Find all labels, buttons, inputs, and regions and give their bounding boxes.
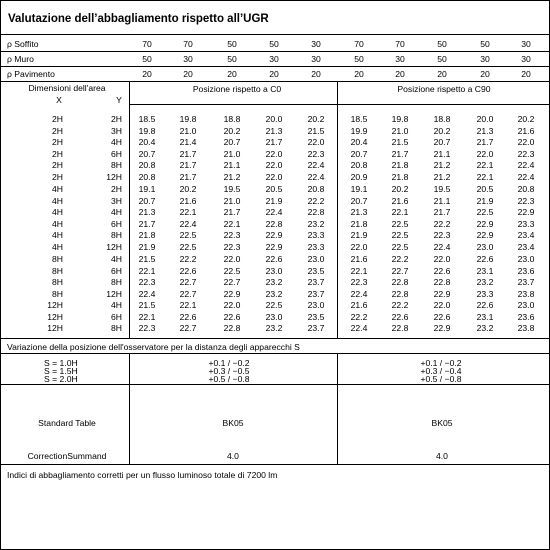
ugr-value-c90: 21.6 — [517, 126, 535, 136]
standard-table-c0: BK05 — [222, 418, 244, 428]
ugr-value-c0: 22.8 — [307, 207, 325, 217]
reflectance-row-divider — [1, 51, 550, 52]
ugr-value-c90: 21.3 — [476, 126, 494, 136]
dimension-x: 2H — [52, 160, 63, 170]
ugr-value-c0: 21.3 — [138, 207, 156, 217]
dimension-y: 6H — [111, 149, 122, 159]
ugr-value-c90: 21.1 — [433, 149, 451, 159]
ugr-value-c0: 22.5 — [179, 230, 197, 240]
c0-c90-divider — [337, 81, 338, 338]
ugr-value-c90: 21.5 — [391, 137, 409, 147]
reflectance-value: 50 — [227, 39, 237, 49]
dimension-x: 2H — [52, 137, 63, 147]
ugr-value-c0: 19.1 — [138, 184, 156, 194]
correction-c90: 4.0 — [436, 451, 448, 461]
correction-label: CorrectionSummand — [27, 451, 107, 461]
reflectance-value: 30 — [311, 39, 321, 49]
ugr-value-c90: 23.8 — [517, 323, 535, 333]
dimension-x: 4H — [52, 207, 63, 217]
matrix-bottom-divider — [1, 338, 550, 339]
ugr-value-c0: 23.0 — [265, 312, 283, 322]
dimension-y: 4H — [111, 137, 122, 147]
reflectance-value: 20 — [269, 69, 279, 79]
reflectance-value: 50 — [227, 54, 237, 64]
ugr-value-c0: 22.5 — [179, 242, 197, 252]
reflectance-row-divider — [1, 66, 550, 67]
dimension-x: 8H — [52, 254, 63, 264]
ugr-value-c90: 22.3 — [517, 196, 535, 206]
ugr-value-c0: 20.2 — [223, 126, 241, 136]
ugr-value-c90: 22.9 — [433, 323, 451, 333]
ugr-value-c90: 20.7 — [350, 149, 368, 159]
ugr-value-c90: 22.0 — [476, 149, 494, 159]
ugr-value-c0: 22.4 — [307, 172, 325, 182]
ugr-value-c90: 21.9 — [476, 196, 494, 206]
ugr-value-c90: 23.1 — [476, 312, 494, 322]
dimension-x: 8H — [52, 266, 63, 276]
reflectance-value: 50 — [437, 54, 447, 64]
ugr-value-c0: 22.7 — [179, 323, 197, 333]
ugr-value-c0: 23.7 — [307, 323, 325, 333]
ugr-value-c0: 20.5 — [265, 184, 283, 194]
ugr-value-c90: 22.1 — [476, 160, 494, 170]
page-title: Valutazione dell’abbagliamento rispetto all’UGR — [8, 13, 269, 25]
standard-table-c90: BK05 — [431, 418, 453, 428]
ugr-value-c0: 23.0 — [307, 300, 325, 310]
ugr-value-c90: 22.1 — [476, 172, 494, 182]
ugr-value-c90: 21.3 — [350, 207, 368, 217]
ugr-value-c0: 22.0 — [223, 300, 241, 310]
ugr-value-c90: 22.3 — [517, 149, 535, 159]
ugr-value-c0: 22.1 — [179, 207, 197, 217]
reflectance-value: 70 — [183, 39, 193, 49]
ugr-value-c0: 20.4 — [138, 137, 156, 147]
ugr-value-c90: 19.9 — [350, 126, 368, 136]
dimension-x: 8H — [52, 289, 63, 299]
ugr-value-c0: 21.7 — [179, 160, 197, 170]
ugr-value-c0: 22.7 — [179, 289, 197, 299]
variation-mid-divider — [337, 353, 338, 464]
ugr-value-c90: 21.7 — [391, 149, 409, 159]
dimension-x: 12H — [47, 312, 63, 322]
variation-c0: +0.1 / −0.2 — [208, 358, 250, 368]
reflectance-value: 20 — [395, 69, 405, 79]
ugr-value-c0: 21.5 — [138, 254, 156, 264]
dimension-y: 2H — [111, 184, 122, 194]
ugr-value-c90: 22.6 — [391, 312, 409, 322]
reflectance-label: ρ Soffito — [7, 39, 39, 49]
ugr-value-c90: 22.4 — [517, 172, 535, 182]
ugr-value-c0: 19.8 — [138, 126, 156, 136]
ugr-value-c90: 22.1 — [350, 266, 368, 276]
reflectance-value: 50 — [480, 39, 490, 49]
ugr-value-c0: 18.5 — [138, 114, 156, 124]
reflectance-value: 70 — [395, 39, 405, 49]
dimension-header: Dimensioni dell'area — [28, 83, 106, 93]
ugr-value-c0: 22.4 — [307, 160, 325, 170]
ugr-value-c90: 21.8 — [350, 219, 368, 229]
dimension-x: 4H — [52, 230, 63, 240]
dimension-y: 6H — [111, 312, 122, 322]
ugr-value-c0: 21.8 — [138, 230, 156, 240]
ugr-value-c90: 22.1 — [391, 207, 409, 217]
ugr-value-c90: 23.3 — [517, 219, 535, 229]
ugr-value-c0: 21.0 — [223, 149, 241, 159]
x-header: X — [56, 95, 62, 105]
dimension-x: 12H — [47, 300, 63, 310]
ugr-value-c90: 22.5 — [391, 230, 409, 240]
reflectance-value: 30 — [521, 39, 531, 49]
ugr-value-c90: 23.2 — [476, 323, 494, 333]
ugr-value-c90: 22.6 — [476, 254, 494, 264]
ugr-value-c0: 22.6 — [179, 312, 197, 322]
ugr-value-c90: 21.9 — [350, 230, 368, 240]
ugr-value-c0: 22.7 — [179, 277, 197, 287]
ugr-value-c90: 22.6 — [433, 312, 451, 322]
ugr-value-c0: 21.9 — [265, 196, 283, 206]
ugr-value-c90: 20.8 — [517, 184, 535, 194]
ugr-value-c90: 22.2 — [391, 254, 409, 264]
ugr-value-c90: 20.2 — [433, 126, 451, 136]
reflectance-value: 70 — [354, 39, 364, 49]
ugr-value-c0: 22.6 — [265, 254, 283, 264]
ugr-value-c0: 18.8 — [223, 114, 241, 124]
ugr-value-c90: 21.2 — [433, 160, 451, 170]
spacing-label: S = 1.0H — [44, 358, 78, 368]
ugr-value-c90: 23.3 — [476, 289, 494, 299]
ugr-value-c90: 22.4 — [433, 242, 451, 252]
ugr-value-c0: 21.5 — [307, 126, 325, 136]
dimension-y: 4H — [111, 254, 122, 264]
ugr-value-c90: 22.8 — [391, 323, 409, 333]
variation-left-divider — [129, 353, 130, 464]
ugr-value-c0: 21.7 — [179, 172, 197, 182]
spacing-label: S = 2.0H — [44, 374, 78, 384]
ugr-value-c0: 20.2 — [307, 114, 325, 124]
reflectance-value: 20 — [311, 69, 321, 79]
ugr-value-c90: 21.1 — [433, 196, 451, 206]
dimension-y: 6H — [111, 266, 122, 276]
ugr-value-c90: 20.7 — [350, 196, 368, 206]
dimension-y: 3H — [111, 196, 122, 206]
ugr-value-c0: 20.2 — [179, 184, 197, 194]
ugr-value-c0: 21.5 — [138, 300, 156, 310]
ugr-value-c90: 22.9 — [517, 207, 535, 217]
ugr-value-c0: 21.7 — [179, 149, 197, 159]
ugr-value-c90: 22.6 — [476, 300, 494, 310]
dimension-y: 8H — [111, 160, 122, 170]
dimension-x: 4H — [52, 242, 63, 252]
ugr-value-c0: 22.3 — [138, 323, 156, 333]
header-divider — [129, 104, 550, 105]
ugr-value-c0: 20.7 — [138, 196, 156, 206]
ugr-value-c0: 21.2 — [223, 172, 241, 182]
reflectance-value: 20 — [354, 69, 364, 79]
ugr-value-c90: 22.9 — [433, 289, 451, 299]
ugr-value-c90: 22.6 — [433, 266, 451, 276]
dimension-x: 2H — [52, 149, 63, 159]
ugr-value-c90: 22.8 — [391, 289, 409, 299]
ugr-value-c90: 22.3 — [433, 230, 451, 240]
dimension-x: 4H — [52, 219, 63, 229]
ugr-value-c0: 21.9 — [138, 242, 156, 252]
ugr-value-c0: 22.5 — [223, 266, 241, 276]
dimension-x: 4H — [52, 196, 63, 206]
dimension-y: 2H — [111, 114, 122, 124]
ugr-value-c0: 23.2 — [265, 323, 283, 333]
ugr-value-c0: 23.5 — [307, 266, 325, 276]
ugr-value-c0: 22.4 — [265, 207, 283, 217]
dimension-y: 8H — [111, 277, 122, 287]
dimension-y: 8H — [111, 230, 122, 240]
dimension-y: 3H — [111, 126, 122, 136]
variation-c0: +0.3 / −0.5 — [208, 366, 250, 376]
spacing-label: S = 1.5H — [44, 366, 78, 376]
ugr-value-c90: 22.4 — [350, 289, 368, 299]
ugr-value-c90: 23.8 — [517, 289, 535, 299]
reflectance-value: 50 — [437, 39, 447, 49]
ugr-value-c90: 23.1 — [476, 266, 494, 276]
ugr-value-c0: 22.5 — [265, 300, 283, 310]
ugr-value-c90: 22.4 — [517, 160, 535, 170]
ugr-value-c90: 20.7 — [433, 137, 451, 147]
ugr-value-c0: 23.7 — [307, 289, 325, 299]
ugr-value-c0: 22.3 — [223, 230, 241, 240]
ugr-value-c90: 21.0 — [391, 126, 409, 136]
ugr-value-c90: 20.9 — [350, 172, 368, 182]
variation-caption-divider — [1, 353, 550, 354]
ugr-value-c90: 20.8 — [350, 160, 368, 170]
ugr-value-c0: 22.0 — [265, 149, 283, 159]
reflectance-value: 50 — [354, 54, 364, 64]
ugr-value-c0: 22.8 — [265, 219, 283, 229]
reflectance-value: 20 — [183, 69, 193, 79]
ugr-value-c90: 20.2 — [517, 114, 535, 124]
dimension-x: 2H — [52, 172, 63, 182]
ugr-value-c90: 23.0 — [517, 300, 535, 310]
ugr-value-c0: 23.7 — [307, 277, 325, 287]
dimension-y: 8H — [111, 323, 122, 333]
ugr-value-c0: 21.7 — [138, 219, 156, 229]
ugr-value-c0: 22.6 — [179, 266, 197, 276]
ugr-value-c90: 19.5 — [433, 184, 451, 194]
reflectance-value: 20 — [480, 69, 490, 79]
ugr-value-c90: 23.0 — [517, 254, 535, 264]
ugr-value-c0: 22.9 — [265, 242, 283, 252]
ugr-value-c0: 23.2 — [307, 219, 325, 229]
footnote: Indici di abbagliamento corretti per un flusso luminoso totale di 7200 lm — [7, 470, 278, 480]
ugr-value-c0: 22.3 — [138, 277, 156, 287]
ugr-value-c90: 22.0 — [433, 254, 451, 264]
ugr-value-c90: 22.5 — [391, 242, 409, 252]
variation-caption: Variazione della posizione dell'osservatore per la distanza degli apparecchi S — [7, 342, 300, 352]
ugr-value-c90: 23.7 — [517, 277, 535, 287]
ugr-value-c0: 22.9 — [223, 289, 241, 299]
ugr-value-c0: 23.5 — [307, 312, 325, 322]
reflectance-value: 30 — [521, 54, 531, 64]
title-divider — [1, 34, 550, 35]
ugr-value-c0: 22.1 — [138, 266, 156, 276]
ugr-value-c90: 22.9 — [476, 230, 494, 240]
reflectance-value: 70 — [142, 39, 152, 49]
ugr-value-c0: 21.4 — [179, 137, 197, 147]
reflectance-value: 20 — [521, 69, 531, 79]
ugr-value-c90: 21.7 — [433, 207, 451, 217]
variation-c90: +0.5 / −0.8 — [420, 374, 462, 384]
ugr-value-c0: 23.0 — [265, 266, 283, 276]
c90-header: Posizione rispetto a C90 — [397, 84, 491, 94]
ugr-value-c90: 21.8 — [391, 160, 409, 170]
reflectance-row-divider — [1, 81, 550, 82]
ugr-value-c0: 21.7 — [223, 207, 241, 217]
ugr-value-c90: 23.4 — [517, 230, 535, 240]
ugr-value-c0: 23.2 — [265, 277, 283, 287]
dimension-x: 2H — [52, 126, 63, 136]
ugr-value-c90: 23.0 — [476, 242, 494, 252]
ugr-value-c0: 22.3 — [223, 242, 241, 252]
ugr-value-c90: 23.6 — [517, 266, 535, 276]
ugr-value-c90: 18.8 — [433, 114, 451, 124]
ugr-value-c90: 21.8 — [391, 172, 409, 182]
reflectance-value: 30 — [183, 54, 193, 64]
ugr-value-c0: 22.4 — [138, 289, 156, 299]
ugr-value-c0: 22.0 — [265, 160, 283, 170]
ugr-value-c90: 22.2 — [433, 219, 451, 229]
reflectance-value: 30 — [269, 54, 279, 64]
dimension-y: 12H — [106, 172, 122, 182]
ugr-value-c90: 22.7 — [391, 266, 409, 276]
c0-header: Posizione rispetto a C0 — [192, 84, 282, 94]
ugr-value-c90: 22.0 — [517, 137, 535, 147]
ugr-value-c90: 21.2 — [433, 172, 451, 182]
ugr-value-c90: 19.1 — [350, 184, 368, 194]
dimension-x: 12H — [47, 323, 63, 333]
ugr-value-c90: 20.2 — [391, 184, 409, 194]
ugr-value-c0: 19.5 — [223, 184, 241, 194]
ugr-value-c0: 22.0 — [223, 254, 241, 264]
ugr-value-c90: 22.5 — [476, 207, 494, 217]
ugr-value-c0: 22.7 — [223, 277, 241, 287]
dimension-x: 4H — [52, 184, 63, 194]
reflectance-value: 30 — [311, 54, 321, 64]
standard-table-label: Standard Table — [38, 418, 96, 428]
ugr-value-c90: 22.0 — [433, 300, 451, 310]
reflectance-label: ρ Pavimento — [7, 69, 55, 79]
ugr-value-c90: 22.5 — [391, 219, 409, 229]
ugr-value-c90: 21.6 — [350, 300, 368, 310]
ugr-value-c0: 20.8 — [307, 184, 325, 194]
ugr-value-c90: 22.8 — [391, 277, 409, 287]
ugr-value-c0: 22.8 — [223, 323, 241, 333]
reflectance-value: 20 — [437, 69, 447, 79]
ugr-value-c0: 21.0 — [223, 196, 241, 206]
ugr-value-c0: 23.3 — [307, 230, 325, 240]
variation-c90: +0.1 / −0.2 — [420, 358, 462, 368]
ugr-value-c0: 19.8 — [179, 114, 197, 124]
ugr-value-c0: 22.2 — [307, 196, 325, 206]
ugr-value-c90: 22.4 — [350, 323, 368, 333]
ugr-value-c0: 21.6 — [179, 196, 197, 206]
ugr-value-c90: 22.3 — [350, 277, 368, 287]
ugr-value-c90: 19.8 — [391, 114, 409, 124]
ugr-value-c90: 18.5 — [350, 114, 368, 124]
ugr-value-c0: 22.4 — [179, 219, 197, 229]
ugr-value-c0: 22.1 — [223, 219, 241, 229]
dimension-y: 12H — [106, 242, 122, 252]
ugr-value-c0: 22.1 — [138, 312, 156, 322]
ugr-value-c90: 23.6 — [517, 312, 535, 322]
ugr-value-c0: 22.0 — [265, 172, 283, 182]
ugr-value-c0: 22.6 — [223, 312, 241, 322]
ugr-value-c0: 23.2 — [265, 289, 283, 299]
ugr-value-c0: 21.3 — [265, 126, 283, 136]
left-column-divider — [129, 81, 130, 338]
ugr-value-c0: 21.0 — [179, 126, 197, 136]
ugr-value-c0: 22.0 — [307, 137, 325, 147]
ugr-value-c0: 22.2 — [179, 254, 197, 264]
dimension-y: 12H — [106, 289, 122, 299]
ugr-value-c90: 21.6 — [391, 196, 409, 206]
dimension-y: 4H — [111, 207, 122, 217]
ugr-value-c0: 21.1 — [223, 160, 241, 170]
ugr-value-c90: 22.0 — [350, 242, 368, 252]
ugr-value-c0: 20.8 — [138, 172, 156, 182]
ugr-value-c90: 20.5 — [476, 184, 494, 194]
ugr-value-c0: 20.7 — [223, 137, 241, 147]
reflectance-value: 20 — [227, 69, 237, 79]
ugr-value-c90: 20.4 — [350, 137, 368, 147]
correction-c0: 4.0 — [227, 451, 239, 461]
ugr-value-c90: 23.2 — [476, 277, 494, 287]
ugr-value-c0: 21.7 — [265, 137, 283, 147]
y-header: Y — [116, 95, 122, 105]
ugr-value-c90: 22.9 — [476, 219, 494, 229]
dimension-y: 4H — [111, 300, 122, 310]
ugr-value-c90: 23.4 — [517, 242, 535, 252]
reflectance-value: 50 — [142, 54, 152, 64]
ugr-value-c0: 22.9 — [265, 230, 283, 240]
reflectance-value: 30 — [480, 54, 490, 64]
ugr-value-c90: 22.8 — [433, 277, 451, 287]
ugr-value-c90: 22.2 — [391, 300, 409, 310]
ugr-value-c90: 20.0 — [476, 114, 494, 124]
ugr-value-c90: 21.6 — [350, 254, 368, 264]
dimension-y: 6H — [111, 219, 122, 229]
dimension-x: 8H — [52, 277, 63, 287]
ugr-value-c0: 22.3 — [307, 149, 325, 159]
dimension-x: 2H — [52, 114, 63, 124]
ugr-value-c0: 20.7 — [138, 149, 156, 159]
ugr-value-c0: 20.8 — [138, 160, 156, 170]
reflectance-value: 20 — [142, 69, 152, 79]
variation-c90: +0.3 / −0.4 — [420, 366, 462, 376]
ugr-value-c0: 23.3 — [307, 242, 325, 252]
correction-divider — [1, 464, 550, 465]
ugr-value-c90: 22.2 — [350, 312, 368, 322]
ugr-value-c0: 20.0 — [265, 114, 283, 124]
ugr-value-c0: 23.0 — [307, 254, 325, 264]
variation-c0: +0.5 / −0.8 — [208, 374, 250, 384]
ugr-value-c90: 21.7 — [476, 137, 494, 147]
reflectance-label: ρ Muro — [7, 54, 34, 64]
reflectance-value: 50 — [269, 39, 279, 49]
variation-bottom-divider — [1, 384, 550, 385]
ugr-value-c0: 22.1 — [179, 300, 197, 310]
reflectance-value: 30 — [395, 54, 405, 64]
